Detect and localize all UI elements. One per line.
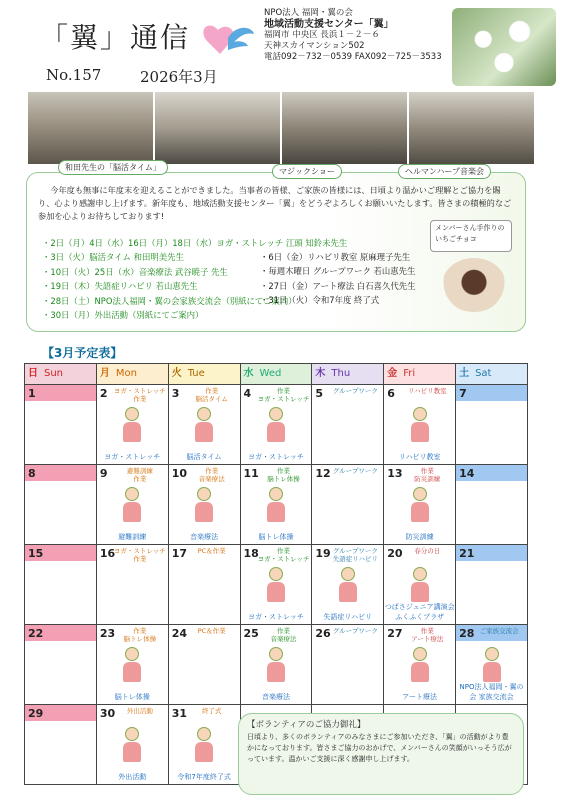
calendar-day [456, 385, 528, 465]
day-number: 4 [243, 387, 252, 400]
calendar-week [25, 465, 528, 545]
volunteer-thanks-box [238, 713, 524, 795]
day-events: ご家族交流会 [479, 627, 519, 635]
activity-illustration [190, 487, 218, 523]
calendar-day [96, 705, 168, 785]
schedule-item: ・3日（火）脳活タイム 和田明美先生 [42, 252, 184, 263]
day-events: グループワーク [332, 387, 378, 395]
activity-illustration [118, 487, 146, 523]
photo-magic-show-2 [282, 92, 407, 164]
address: 福岡市 中央区 長浜１－２－６ [264, 30, 380, 40]
day-number: 22 [28, 627, 44, 640]
day-number: 8 [28, 467, 36, 480]
phone-fax: 電話092－732－0539 FAX092－725－3533 [264, 52, 442, 62]
flower-photo [452, 8, 556, 86]
calendar-day [456, 545, 528, 625]
calendar-day [96, 625, 168, 705]
day-events: グループワーク 失語症リハビリ [332, 547, 379, 563]
day-number: 27 [387, 627, 403, 640]
day-events: グループワーク [332, 627, 378, 635]
calendar-day [25, 625, 97, 705]
photo-harp-concert [409, 92, 534, 164]
calendar-day [312, 545, 384, 625]
day-events: PC＆作業 [197, 627, 226, 635]
day-number: 18 [243, 547, 259, 560]
activity-illustration [262, 407, 290, 443]
calendar-day [384, 545, 456, 625]
day-number: 25 [243, 627, 259, 640]
calendar-week [25, 545, 528, 625]
header-tuesday: 火 Tue [168, 364, 240, 385]
heart-wing-logo [200, 20, 256, 60]
day-events: 春分の日 [414, 547, 441, 555]
calendar-day [240, 465, 312, 545]
activity-label: 避難訓練 [118, 533, 147, 541]
activity-illustration [334, 567, 362, 603]
day-events: 作業 ヨガ・ストレッチ [257, 387, 310, 403]
day-events: 避難訓練 作業 [126, 467, 153, 483]
day-events: 作業 脳トレ体操 [267, 467, 300, 483]
schedule-item: ・28日（土）NPO法人福岡・翼の会家族交流会（別紙にてご案内） [42, 295, 297, 306]
schedule-item: ・10日（火）25日（水）音楽療法 武谷暁子 先生 [42, 266, 228, 277]
day-events: リハビリ教室 [407, 387, 447, 395]
day-number: 30 [99, 707, 116, 720]
activity-illustration [262, 647, 290, 683]
memo-note: メンバーさん手作りのいちごチョコ [430, 220, 512, 252]
calendar-day [25, 385, 97, 465]
day-number: 11 [243, 467, 259, 480]
header-friday: 金 Fri [384, 364, 456, 385]
calendar-day [96, 545, 168, 625]
day-number: 31 [171, 707, 187, 720]
day-events: 作業 アート療法 [411, 627, 444, 643]
day-number: 17 [171, 547, 187, 560]
schedule-item: ・30日（月）外出活動（別紙にてご案内） [42, 310, 204, 321]
issue-number: No.157 [46, 66, 102, 84]
activity-illustration [118, 647, 146, 683]
intro-text: 今年度も無事に年度末を迎えることができました。当事者の皆様、ご家族の皆様には、日頃より温かいご理解とご協力を賜り、心より感謝申し上げます。新年度も、地域活動支援センター「翼」をどうぞよろしくお願いいたします。皆さまの積極的なご参加を心よりお待ちしております! [38, 185, 512, 221]
day-number: 13 [387, 467, 403, 480]
day-number: 23 [99, 627, 116, 640]
caption-harp-concert: ヘルマンハープ音楽会 [398, 164, 491, 179]
calendar-day [312, 385, 384, 465]
center-name: 地域活動支援センター「翼」 [264, 19, 394, 30]
calendar-day [25, 705, 97, 785]
day-number: 26 [315, 627, 331, 640]
schedule-item: ・毎週木曜日 グループワーク 若山恵先生 [260, 266, 416, 277]
day-events: ヨガ・ストレッチ 作業 [113, 387, 166, 403]
calendar-day [312, 625, 384, 705]
activity-label: 脳活タイム [186, 453, 222, 461]
day-events: 作業 音楽療法 [270, 627, 297, 643]
day-number: 15 [28, 547, 44, 560]
activity-illustration [190, 407, 218, 443]
activity-label: つばさジュニア講演会 ふくふくプラザ [384, 603, 455, 621]
day-events: 外出活動 [126, 707, 153, 715]
schedule-item: ・27日（金）アート療法 白石喜久代先生 [260, 280, 416, 291]
day-number: 1 [28, 387, 36, 400]
activity-label: 脳トレ体操 [258, 533, 294, 541]
caption-brain-activity: 和田先生の「脳活タイム」 [58, 160, 168, 175]
activity-label: 防災訓練 [405, 533, 434, 541]
day-number: 2 [99, 387, 108, 400]
activity-label: ヨガ・ストレッチ [247, 613, 304, 621]
calendar-day [240, 545, 312, 625]
photo-magic-show [155, 92, 280, 164]
activity-illustration [262, 487, 290, 523]
newsletter-title: 「翼」通信 [40, 21, 191, 54]
activity-illustration [406, 567, 434, 603]
day-number: 9 [99, 467, 108, 480]
schedule-item: ・31日（火）令和7年度 終了式 [260, 295, 380, 306]
day-number: 7 [459, 387, 467, 400]
day-number: 28 [459, 627, 475, 640]
day-events: 作業 脳トレ体操 [123, 627, 157, 643]
chocolate-strawberry-photo [442, 258, 506, 312]
activity-label: NPO法人福岡・翼の会 家族交流会 [459, 683, 524, 701]
day-number: 5 [315, 387, 324, 400]
calendar-day [25, 465, 97, 545]
issue-date: 2026年3月 [140, 68, 218, 86]
building: 天神スカイマンション502 [264, 41, 365, 51]
header-saturday: 土 Sat [456, 364, 528, 385]
calendar-day [168, 545, 240, 625]
header-wednesday: 水 Wed [240, 364, 312, 385]
day-events: PC＆作業 [197, 547, 226, 555]
day-events: 作業 脳活タイム [195, 387, 228, 403]
activity-illustration [190, 727, 218, 763]
activity-illustration [406, 407, 434, 443]
volunteer-body: 日頃より、多くのボランティアのみなさまにご参加いただき、「翼」の活動がより豊かになっております。皆さまご協力のおかげで、メンバーさんの笑顔がいっそう広がっています。温かいご支援に深く感謝申し上げます。 [247, 733, 512, 763]
calendar-day [456, 625, 528, 705]
calendar-week [25, 625, 528, 705]
day-events: グループワーク [332, 467, 378, 475]
calendar-day [168, 385, 240, 465]
day-events: 終了式 [201, 707, 222, 715]
volunteer-title: 【ボランティアのご協力御礼】 [247, 720, 366, 730]
header-monday: 月 Mon [96, 364, 168, 385]
day-events: 作業 防災訓練 [414, 467, 441, 483]
activity-label: ヨガ・ストレッチ [247, 453, 304, 461]
header-sunday: 日 Sun [25, 364, 97, 385]
day-number: 16 [99, 547, 116, 560]
activity-label: ヨガ・ストレッチ [104, 453, 161, 461]
activity-label: 失語症リハビリ [323, 613, 373, 621]
photo-brain-activity [28, 92, 153, 164]
day-number: 19 [315, 547, 331, 560]
calendar-day [384, 465, 456, 545]
calendar-day [384, 625, 456, 705]
day-number: 6 [387, 387, 395, 400]
activity-illustration [118, 407, 146, 443]
activity-photos [28, 92, 534, 164]
day-number: 29 [28, 707, 44, 720]
calendar-day [25, 545, 97, 625]
day-number: 12 [315, 467, 331, 480]
activity-label: リハビリ教室 [398, 453, 441, 461]
activity-label: 音楽療法 [261, 693, 290, 701]
calendar-day [240, 625, 312, 705]
activity-illustration [262, 567, 290, 603]
calendar-week [25, 385, 528, 465]
org-info [264, 8, 454, 63]
activity-illustration [118, 727, 146, 763]
header-thursday: 木 Thu [312, 364, 384, 385]
activity-illustration [406, 647, 434, 683]
day-events: 作業 音楽療法 [198, 467, 225, 483]
activity-label: 令和7年度終了式 [177, 773, 231, 781]
caption-magic-show: マジックショー [272, 164, 342, 179]
day-events: ヨガ・ストレッチ 作業 [113, 547, 166, 563]
calendar-day [168, 465, 240, 545]
calendar-day [96, 385, 168, 465]
calendar-day [240, 385, 312, 465]
calendar-day [96, 465, 168, 545]
calendar-day [168, 625, 240, 705]
day-number: 3 [171, 387, 180, 400]
activity-illustration [478, 647, 506, 683]
day-number: 10 [171, 467, 187, 480]
day-number: 20 [387, 547, 403, 560]
calendar-day [456, 465, 528, 545]
calendar-day [312, 465, 384, 545]
calendar-section-title: 【3月予定表】 [42, 346, 123, 360]
day-events: 作業 ヨガ・ストレッチ [257, 547, 310, 563]
schedule-item: ・6日（金）リハビリ教室 原麻理子先生 [260, 252, 411, 262]
calendar-day [168, 705, 240, 785]
day-number: 24 [171, 627, 187, 640]
day-number: 14 [459, 467, 475, 480]
activity-label: 外出活動 [118, 773, 147, 781]
activity-label: 音楽療法 [190, 533, 219, 541]
schedule-list-right [260, 250, 415, 308]
activity-label: 脳トレ体操 [114, 693, 150, 701]
calendar-day [384, 385, 456, 465]
schedule-item: ・2日（月）4日（水）16日（月）18日（水）ヨガ・ストレッチ 江頭 知鈴未先生 [42, 238, 348, 248]
org-name: NPO法人 福岡・翼の会 [264, 8, 353, 18]
activity-illustration [406, 487, 434, 523]
schedule-item: ・19日（木）失語症リハビリ 若山恵先生 [42, 281, 198, 292]
day-number: 21 [459, 547, 475, 560]
activity-label: アート療法 [402, 693, 438, 701]
